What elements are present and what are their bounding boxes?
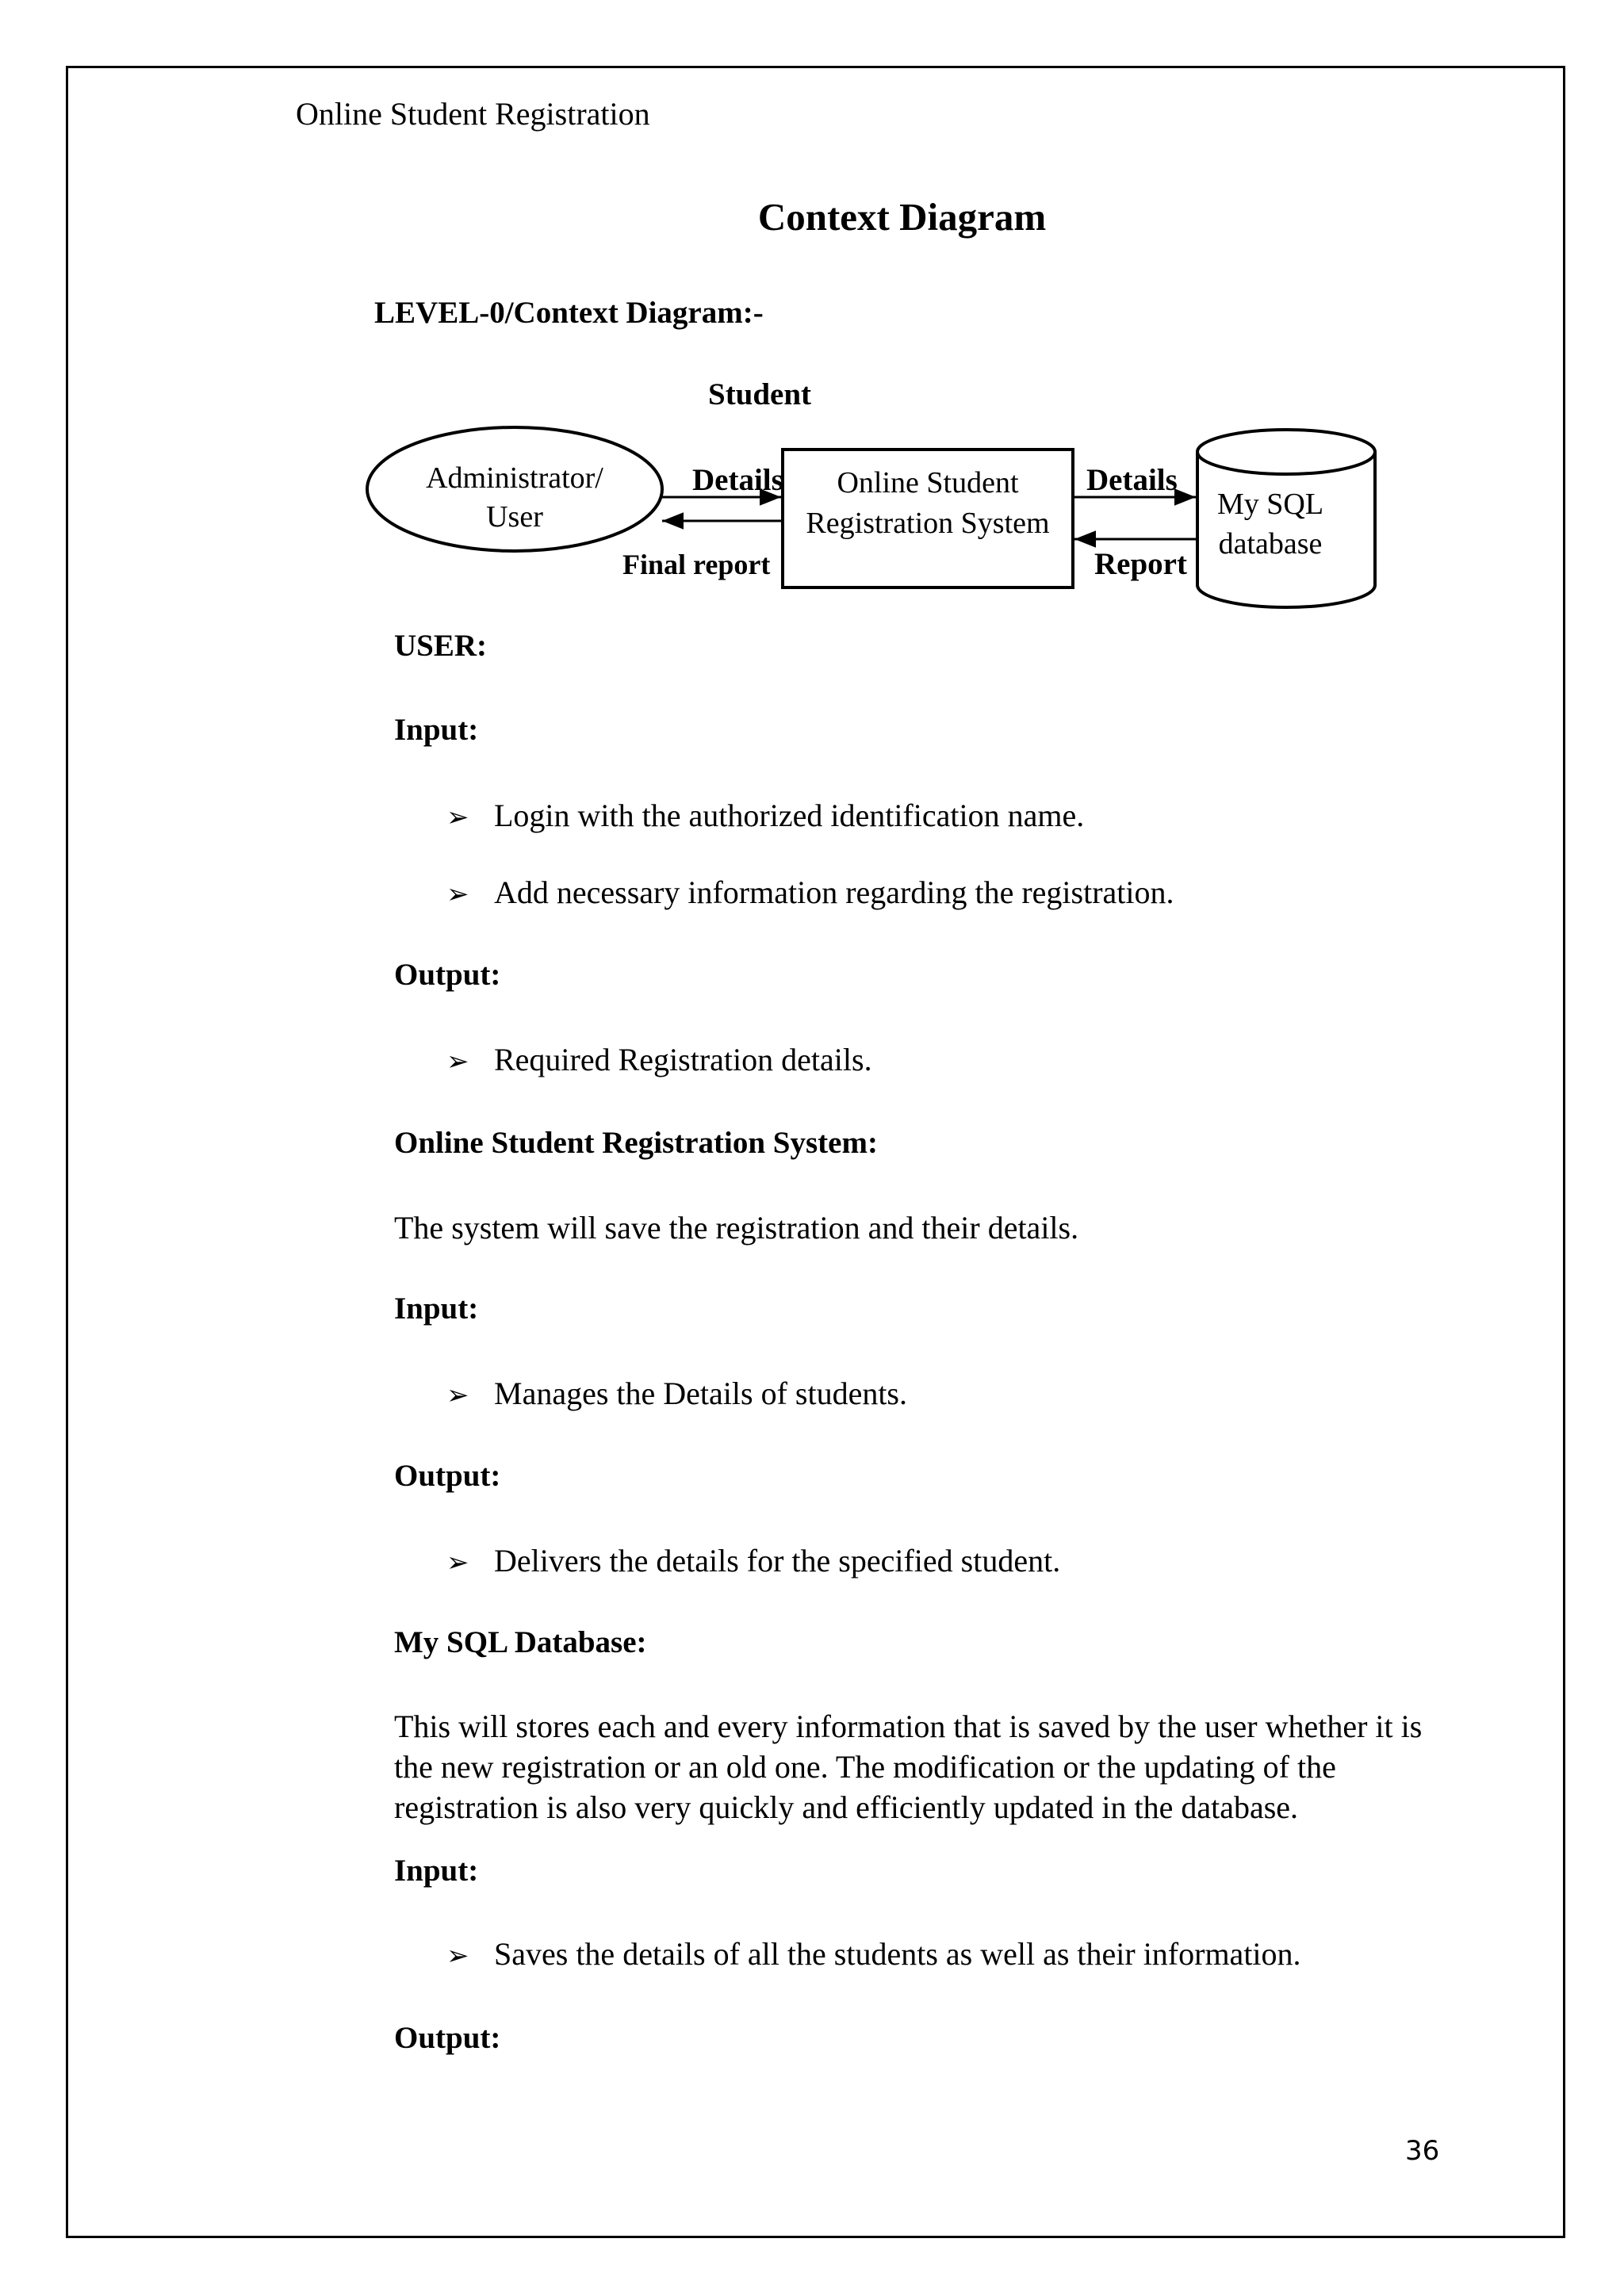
arrow-bullet-icon: ➢: [446, 1547, 469, 1578]
user-heading: USER:: [394, 629, 488, 663]
flow-label-details-right: Details: [1086, 463, 1178, 497]
arrow-bullet-icon: ➢: [446, 1940, 469, 1972]
page-number: 36: [1405, 2135, 1440, 2167]
arrow-bullet-icon: ➢: [446, 1046, 469, 1077]
datastore-label-line2: database: [1218, 527, 1323, 561]
arrow-bullet-icon: ➢: [446, 1380, 469, 1411]
list-item: ➢ Saves the details of all the students as well as their information.: [446, 1936, 1301, 1972]
database-input-label: Input:: [394, 1854, 479, 1888]
list-item: ➢ Add necessary information regarding the registration.: [446, 874, 1174, 910]
user-output-label: Output:: [394, 958, 501, 992]
arrow-bullet-icon: ➢: [446, 878, 469, 910]
page-title: Context Diagram: [757, 195, 1047, 239]
process-label-line1: Online Student: [837, 466, 1019, 499]
diagram-top-label: Student: [708, 377, 812, 411]
flow-label-details-left: Details: [692, 463, 783, 497]
database-heading: My SQL Database:: [394, 1625, 647, 1659]
database-description: This will stores each and every information that is saved by the user whether it is the new registration or an old one. The modification or the updating of the registration is also very quickly and efficiently updated in the database.: [394, 1709, 1423, 1825]
list-item: ➢ Required Registration details.: [446, 1042, 872, 1077]
flow-label-report: Report: [1094, 547, 1187, 581]
system-heading: Online Student Registration System:: [394, 1126, 878, 1160]
context-diagram: [0, 0, 1624, 634]
running-header: Online Student Registration: [296, 96, 650, 132]
entity-label-line2: User: [486, 500, 543, 534]
list-item: ➢ Delivers the details for the specified student.: [446, 1543, 1061, 1578]
entity-label-line1: Administrator/: [426, 461, 603, 495]
database-output-label: Output:: [394, 2021, 501, 2055]
datastore-label-line1: My SQL: [1216, 488, 1324, 521]
system-description: The system will save the registration and their details.: [394, 1210, 1079, 1246]
arrow-bullet-icon: ➢: [446, 802, 469, 833]
user-input-label: Input:: [394, 713, 479, 747]
diagram-heading: LEVEL-0/Context Diagram:-: [374, 296, 764, 330]
system-output-label: Output:: [394, 1459, 501, 1493]
process-label-line2: Registration System: [806, 507, 1050, 540]
list-item: ➢ Login with the authorized identification name.: [446, 798, 1085, 833]
system-input-label: Input:: [394, 1292, 479, 1326]
flow-label-final-report: Final report: [622, 549, 771, 580]
list-item: ➢ Manages the Details of students.: [446, 1376, 907, 1411]
